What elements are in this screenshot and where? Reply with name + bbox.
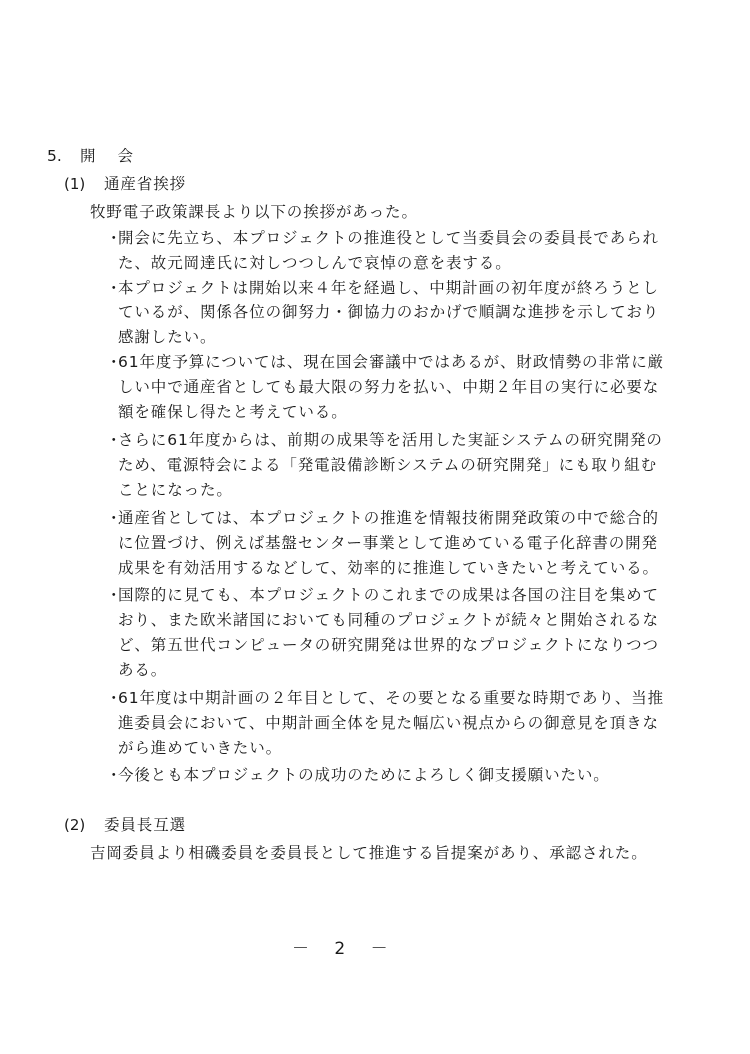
bullet-3-line-1: 61年度予算については、現在国会審議中ではあるが、財政情勢の非常に厳	[118, 353, 665, 371]
bullet-mark: ・	[106, 509, 122, 527]
bullet-mark: ・	[106, 586, 122, 604]
section-number: 5.	[47, 147, 62, 165]
bullet-2-line-2: ているが、関係各位の御努力・御協力のおかげで順調な進捗を示しており	[118, 303, 660, 321]
bullet-6-line-2: おり、また欧米諸国においても同種のプロジェクトが続々と開始されるな	[118, 611, 659, 629]
bullet-3-line-2: しい中で通産省としても最大限の努力を払い、中期２年目の実行に必要な	[118, 378, 660, 396]
bullet-5-line-1: 通産省としては、本プロジェクトの推進を情報技術開発政策の中で総合的	[118, 509, 659, 527]
bullet-mark: ・	[106, 353, 122, 371]
subsection-1-title: 通産省挨拶	[104, 175, 187, 193]
bullet-7-line-1: 61年度は中期計画の２年目として、その要となる重要な時期であり、当推	[118, 689, 665, 707]
section-title: 開会	[80, 147, 156, 165]
page-number: － 2 －	[292, 939, 398, 959]
bullet-7-line-3: がら進めていきたい。	[118, 739, 283, 757]
bullet-8-line-1: 今後とも本プロジェクトの成功のためによろしく御支援願いたい。	[118, 766, 610, 784]
bullet-mark: ・	[106, 229, 122, 247]
subsection-2-number: (2)	[64, 816, 86, 834]
bullet-3-line-3: 額を確保し得たと考えている。	[118, 403, 348, 421]
bullet-1-line-1: 開会に先立ち、本プロジェクトの推進役として当委員会の委員長であられ	[118, 229, 659, 247]
subsection-1-number: (1)	[64, 175, 86, 193]
bullet-6-line-3: ど、第五世代コンピュータの研究開発は世界的なプロジェクトになりつつ	[118, 636, 659, 654]
bullet-mark: ・	[106, 279, 122, 297]
bullet-4-line-2: ため、電源特会による「発電設備診断システムの研究開発」にも取り組む	[118, 456, 658, 474]
bullet-mark: ・	[106, 689, 122, 707]
subsection-2-title: 委員長互選	[104, 816, 187, 834]
subsection-2-body: 吉岡委員より相磯委員を委員長として推進する旨提案があり、承認された。	[90, 844, 648, 862]
bullet-6-line-1: 国際的に見ても、本プロジェクトのこれまでの成果は各国の注目を集めて	[118, 586, 659, 604]
bullet-6-line-4: ある。	[118, 661, 168, 679]
bullet-4-line-3: ことになった。	[118, 481, 233, 499]
subsection-1-intro: 牧野電子政策課長より以下の挨拶があった。	[90, 203, 418, 221]
bullet-7-line-2: 進委員会において、中期計画全体を見た幅広い視点からの御意見を頂きな	[118, 714, 659, 732]
bullet-mark: ・	[106, 431, 122, 449]
bullet-1-line-2: た、故元岡達氏に対しつつしんで哀悼の意を表する。	[118, 254, 512, 272]
bullet-5-line-2: に位置づけ、例えば基盤センター事業として進めている電子化辞書の開発	[118, 534, 658, 552]
bullet-2-line-1: 本プロジェクトは開始以来４年を経過し、中期計画の初年度が終ろうとし	[118, 279, 659, 297]
bullet-4-line-1: さらに61年度からは、前期の成果等を活用した実証システムの研究開発の	[118, 431, 663, 449]
bullet-2-line-3: 感謝したい。	[118, 328, 217, 346]
bullet-5-line-3: 成果を有効活用するなどして、効率的に推進していきたいと考えている。	[118, 559, 659, 577]
bullet-mark: ・	[106, 766, 122, 784]
